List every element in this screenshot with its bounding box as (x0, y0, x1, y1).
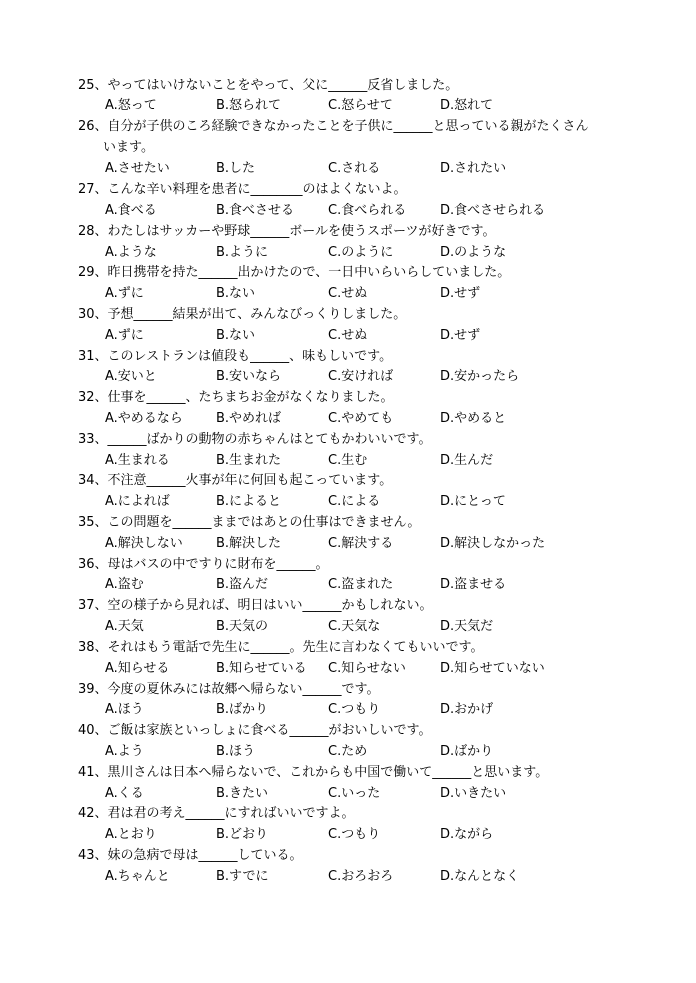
question-25-option-b: B.怒られて (216, 98, 282, 113)
question-37-stem: 37、空の様子から見れば、明日はいい______かもしれない。 (78, 598, 433, 613)
question-29-options (105, 286, 665, 302)
question-28-stem: 28、わたしはサッカーや野球______ボールを使うスポーツが好きです。 (78, 224, 496, 239)
question-31-option-b: B.安いなら (216, 369, 282, 384)
question-41-option-b: B.きたい (216, 786, 269, 801)
question-42-options (105, 827, 665, 843)
question-27-stem: 27、こんな辛い料理を患者に________のはよくないよ。 (78, 182, 407, 197)
question-30-option-d: D.せず (440, 328, 481, 343)
question-40-option-b: B.ほう (216, 744, 256, 759)
question-33-option-a: A.生まれる (105, 453, 170, 468)
question-30-stem: 30、予想______結果が出て、みんなびっくりしました。 (78, 307, 407, 322)
question-26-option-a: A.させたい (105, 161, 170, 176)
question-37-option-d: D.天気だ (440, 619, 494, 634)
question-32-option-b: B.やめれば (216, 411, 282, 426)
question-35-option-a: A.解決しない (105, 536, 183, 551)
question-26-option-d: D.されたい (440, 161, 507, 176)
question-40-stem: 40、ご飯は家族といっしょに食べる______がおいしいです。 (78, 723, 432, 738)
question-35-option-b: B.解決した (216, 536, 282, 551)
question-37-options (105, 619, 665, 635)
question-27-option-b: B.食べさせる (216, 203, 295, 218)
question-36-option-c: C.盗まれた (328, 577, 394, 592)
question-40-option-d: D.ばかり (440, 744, 494, 759)
question-25-options (105, 98, 665, 114)
question-28-option-b: B.ように (216, 245, 269, 260)
question-40-options (105, 744, 665, 760)
question-25-option-d: D.怒れて (440, 98, 494, 113)
question-30-option-b: B.ない (216, 328, 256, 343)
question-34-option-a: A.によれば (105, 494, 170, 509)
question-35-option-d: D.解決しなかった (440, 536, 546, 551)
question-39-stem: 39、今度の夏休みには故郷へ帰らない______です。 (78, 682, 380, 697)
question-26-option-b: B.した (216, 161, 256, 176)
question-34-options (105, 494, 665, 510)
question-28-option-c: C.のように (328, 245, 394, 260)
question-35-option-c: C.解決する (328, 536, 394, 551)
question-42-option-d: D.ながら (440, 827, 494, 842)
question-40-option-a: A.よう (105, 744, 144, 759)
question-43-option-a: A.ちゃんと (105, 869, 170, 884)
question-42-option-b: B.どおり (216, 827, 269, 842)
question-35-options (105, 536, 665, 552)
question-41-option-c: C.いった (328, 786, 381, 801)
question-28-option-a: A.ような (105, 245, 157, 260)
question-25-stem: 25、やってはいけないことをやって、父に______反省しました。 (78, 78, 459, 93)
question-32-option-a: A.やめるなら (105, 411, 183, 426)
question-37-option-b: B.天気の (216, 619, 269, 634)
question-33-option-c: C.生む (328, 453, 368, 468)
question-30-options (105, 328, 665, 344)
question-42-option-c: C.つもり (328, 827, 381, 842)
question-42-stem: 42、君は君の考え______にすればいいですよ。 (78, 806, 355, 821)
question-41-options (105, 786, 665, 802)
question-39-option-c: C.つもり (328, 702, 381, 717)
question-38-option-a: A.知らせる (105, 661, 170, 676)
question-28-options (105, 245, 665, 261)
question-26-stem: 26、自分が子供のころ経験できなかったことを子供に______と思っている親がたくさん (78, 119, 589, 134)
question-35-stem: 35、この問題を______ままではあとの仕事はできません。 (78, 515, 421, 530)
question-26-option-c: C.される (328, 161, 381, 176)
question-26-stem-continued: います。 (103, 140, 154, 155)
question-43-options (105, 869, 665, 885)
question-42-option-a: A.とおり (105, 827, 157, 842)
question-29-option-a: A.ずに (105, 286, 144, 301)
question-43-option-d: D.なんとなく (440, 869, 520, 884)
question-31-option-c: C.安ければ (328, 369, 394, 384)
question-34-option-d: D.にとって (440, 494, 506, 509)
question-32-option-d: D.やめると (440, 411, 507, 426)
question-37-option-a: A.天気 (105, 619, 144, 634)
question-39-option-d: D.おかげ (440, 702, 494, 717)
question-33-option-d: D.生んだ (440, 453, 494, 468)
question-30-option-c: C.せぬ (328, 328, 368, 343)
question-27-options (105, 203, 665, 219)
question-41-stem: 41、黒川さんは日本へ帰らないで、これからも中国で働いて______と思います。 (78, 765, 549, 780)
question-38-option-c: C.知らせない (328, 661, 406, 676)
question-43-option-c: C.おろおろ (328, 869, 394, 884)
question-41-option-a: A.くる (105, 786, 144, 801)
question-31-option-d: D.安かったら (440, 369, 520, 384)
question-27-option-c: C.食べられる (328, 203, 407, 218)
question-27-option-a: A.食べる (105, 203, 157, 218)
question-40-option-c: C.ため (328, 744, 368, 759)
question-32-stem: 32、仕事を______、たちまちお金がなくなりました。 (78, 390, 394, 405)
question-36-option-b: B.盗んだ (216, 577, 269, 592)
question-34-option-b: B.によると (216, 494, 282, 509)
question-31-stem: 31、このレストランは値段も______、味もしいです。 (78, 349, 393, 364)
question-28-option-d: D.のような (440, 245, 507, 260)
question-25-option-a: A.怒って (105, 98, 157, 113)
question-39-options (105, 702, 665, 718)
question-36-option-a: A.盗む (105, 577, 144, 592)
question-33-stem: 33、______ばかりの動物の赤ちゃんはとてもかわいいです。 (78, 432, 432, 447)
question-43-option-b: B.すでに (216, 869, 269, 884)
question-29-option-c: C.せぬ (328, 286, 368, 301)
question-38-option-b: B.知らせている (216, 661, 307, 676)
question-29-option-d: D.せず (440, 286, 481, 301)
question-39-option-b: B.ばかり (216, 702, 269, 717)
question-32-option-c: C.やめても (328, 411, 394, 426)
question-32-options (105, 411, 665, 427)
question-34-stem: 34、不注意______火事が年に何回も起こっています。 (78, 473, 393, 488)
question-36-options (105, 577, 665, 593)
question-33-options (105, 453, 665, 469)
question-30-option-a: A.ずに (105, 328, 144, 343)
question-26-options (105, 161, 665, 177)
question-25-option-c: C.怒らせて (328, 98, 393, 113)
question-38-option-d: D.知らせていない (440, 661, 545, 676)
question-29-stem: 29、昨日携帯を持た______出かけたので、一日中いらいらしていました。 (78, 265, 511, 280)
question-41-option-d: D.いきたい (440, 786, 507, 801)
question-36-option-d: D.盗ませる (440, 577, 507, 592)
question-39-option-a: A.ほう (105, 702, 144, 717)
question-38-stem: 38、それはもう電話で先生に______。先生に言わなくてもいいです。 (78, 640, 484, 655)
question-31-option-a: A.安いと (105, 369, 157, 384)
question-31-options (105, 369, 665, 385)
question-33-option-b: B.生まれた (216, 453, 282, 468)
question-29-option-b: B.ない (216, 286, 256, 301)
question-43-stem: 43、妹の急病で母は______している。 (78, 848, 303, 863)
question-27-option-d: D.食べさせられる (440, 203, 546, 218)
question-38-options (105, 661, 665, 677)
question-34-option-c: C.による (328, 494, 381, 509)
question-36-stem: 36、母はバスの中ですりに財布を______。 (78, 557, 329, 572)
question-37-option-c: C.天気な (328, 619, 381, 634)
